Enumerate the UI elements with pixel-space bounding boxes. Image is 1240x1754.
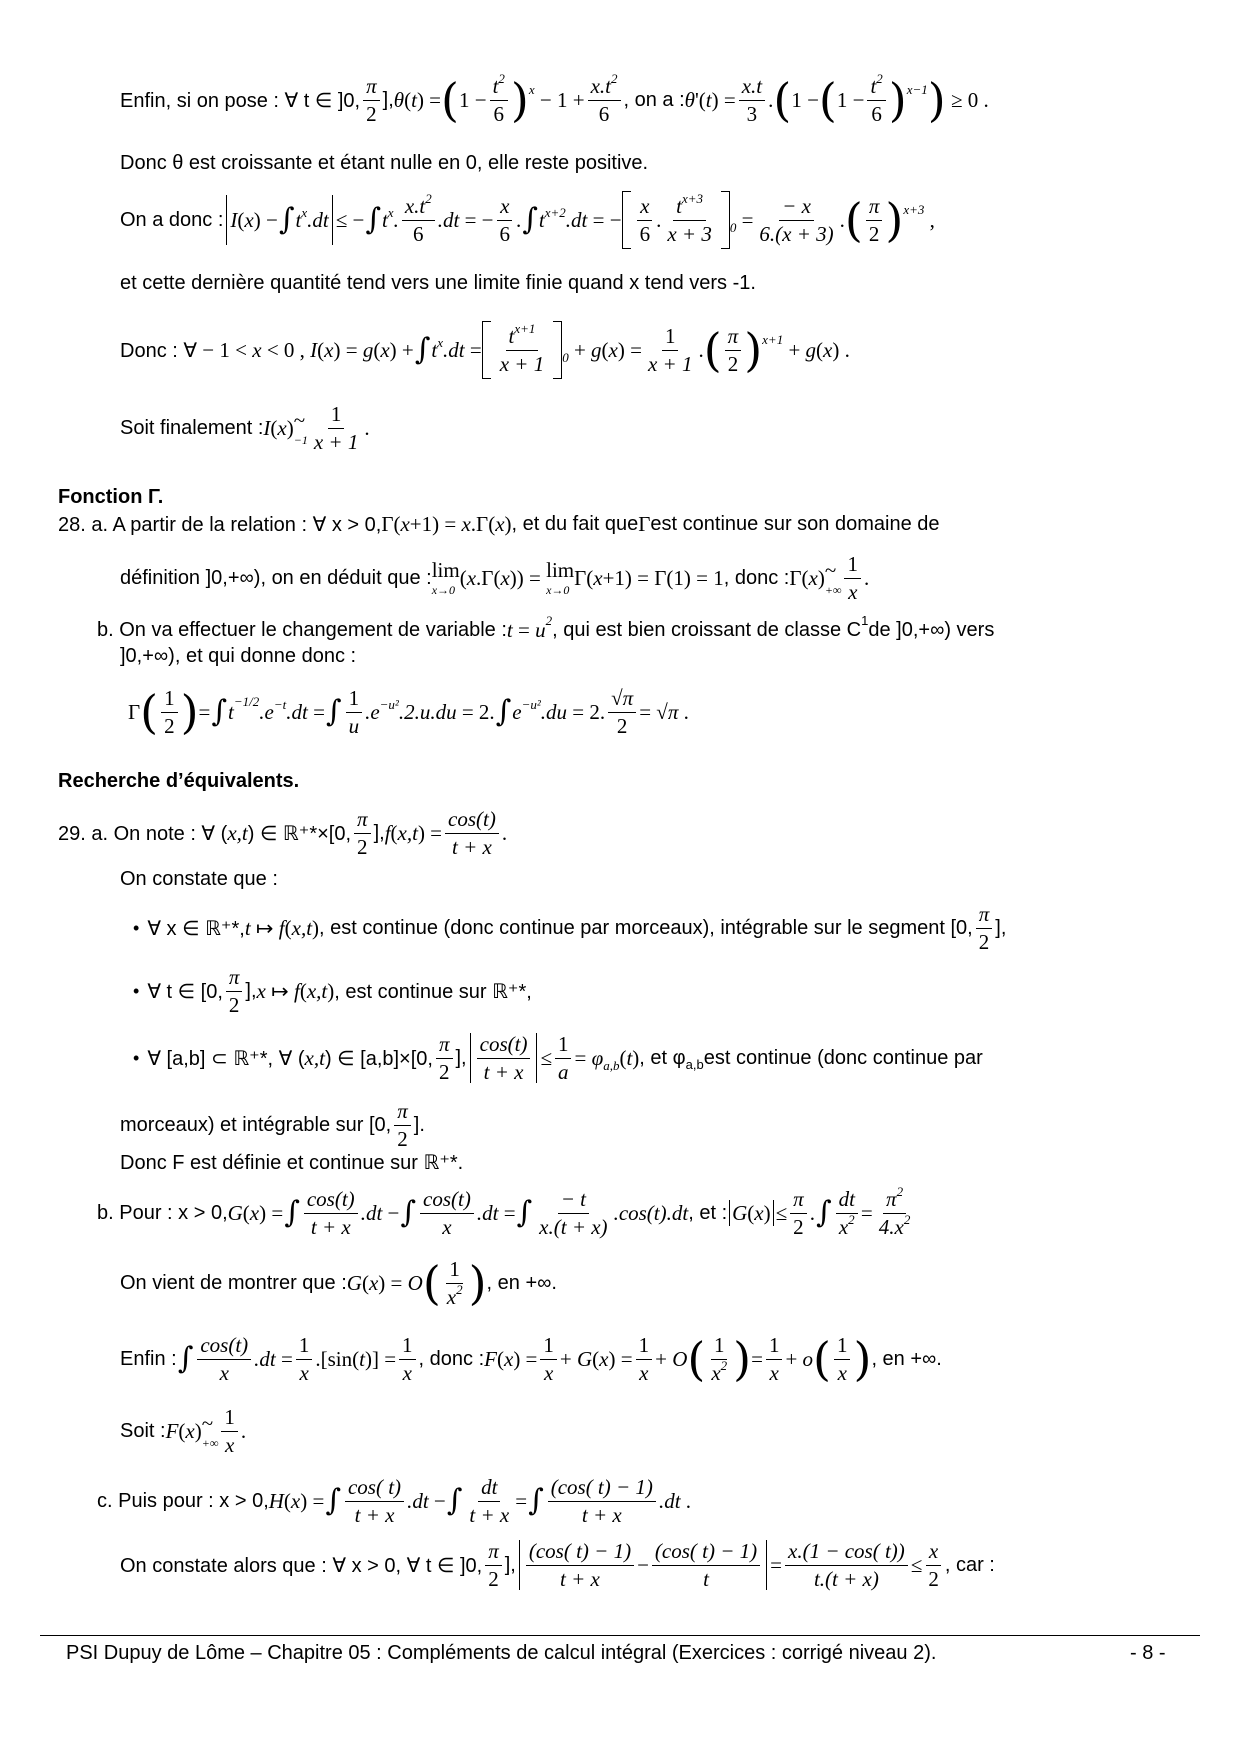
bullet-1: • ∀ x ∈ ℝ⁺*, t ↦ f ( x,t ) , est continue (donc continue par morceaux), intégrable sur le segment [0, $\frac{\pi}{2}$ ],	[133, 902, 1007, 954]
footer-rule	[40, 1635, 1200, 1636]
text: est continue sur son domaine de	[650, 513, 940, 535]
footer-text: PSI Dupuy de Lôme – Chapitre 05 : Compléments de calcul intégral (Exercices : corrigé niveau 2).	[66, 1642, 937, 1664]
text: ∀ t ∈ [0,	[147, 980, 223, 1003]
text: , et φ	[639, 1046, 686, 1069]
text: morceaux) et intégrable sur [0,	[120, 1113, 392, 1136]
text: ],	[245, 979, 257, 1002]
q28b-line1: b. On va effectuer le changement de variable : t = u 2 , qui est bien croissant de classe C 1 de ]0,+∞) vers	[97, 612, 995, 642]
text: b. On va effectuer le changement de variable :	[97, 619, 507, 641]
text: b. Pour : x > 0,	[97, 1201, 228, 1224]
text: , est continue (donc continue par morceaux), intégrable sur le segment [0,	[319, 916, 973, 939]
line-theta-definition: Enfin, si on pose : ∀ t ∈ ]0, $\frac{\pi}{2}$ ], θ ( t ) = ( 1 − $\frac{t^2}{6}$ ) x − 1 + $\frac{x.t^2}{6}$ , on a : θ '( t ) = $\frac{x.t}{3}$ . ( 1 − ( 1 − $\frac{t^2}{6}$ ) x−1 ) ≥ 0 .	[120, 71, 989, 127]
line-F-continue	[120, 1150, 463, 1175]
text: ],	[995, 916, 1007, 939]
text: Soit :	[120, 1419, 166, 1442]
bullet-3: • ∀ [a,b] ⊂ ℝ⁺*, ∀ ( x,t ) ∈ [a,b]×[0, $\frac{\pi}{2}$ ], $\frac{\cos(t)}{t + x}$ ≤ $\frac{1}{a}$ = φ a,b ( t ) , et φ a,b est continue (donc continue par	[133, 1032, 983, 1084]
text: , en +∞.	[486, 1271, 557, 1294]
text: ],	[373, 821, 385, 844]
text: ) ∈ [a,b]×[0,	[324, 1047, 433, 1070]
text: ].	[413, 1113, 425, 1136]
text: , donc :	[418, 1347, 485, 1370]
text: définition ]0,+∞), on en déduit que :	[120, 566, 432, 589]
line-soit: Soit : F ( x ) ~ +∞ $\frac{1}{x}$ .	[120, 1405, 247, 1457]
line-soit-finalement: Soit finalement : I ( x ) ~ −1 $\frac{1}{x + 1}$ .	[120, 402, 370, 454]
text: Recherche d’équivalents.	[58, 770, 300, 792]
text: 29. a. On note : ∀ (	[58, 822, 228, 845]
text: , car :	[944, 1553, 995, 1576]
line-on-a-donc: On a donc : I ( x ) − ∫ $t^x.dt$ ≤ − ∫ $t^x$. $\frac{x.t^2}{6}$ .dt = − $\frac{x}{6}$ . ∫ $t^{x+2}.dt$ = − $\frac{x}{6}$ . $\frac{t^{x+3}}{x + 3}$ 0 = $\frac{- x}{6.(x + 3)}$ . ( $\frac{\pi}{2}$ ) x+3 ,	[120, 191, 935, 247]
line-morceaux: morceaux) et intégrable sur [0, $\frac{\pi}{2}$ ].	[120, 1099, 425, 1151]
text: Donc F est définie et continue sur ℝ⁺*.	[120, 1152, 464, 1174]
q29b-line: b. Pour : x > 0, G ( x ) = ∫ $\frac{\cos(t)}{t + x}$ .dt − ∫ $\frac{\cos(t)}{x}$ .dt = ∫ $\frac{- t}{x.(t + x)}$ .cos(t).dt , et : G ( x ) ≤ $\frac{\pi}{2}$ . ∫ $\frac{dt}{x^2}$ = $\frac{\pi^2}{4.x^2}$	[97, 1184, 911, 1239]
q29c-line: c. Puis pour : x > 0, H ( x ) = ∫ $\frac{\cos( t)}{t + x}$ .dt − ∫ $\frac{dt}{t + x}$ = ∫ $\frac{(\cos( t) - 1)}{t + x}$ .dt .	[97, 1475, 692, 1527]
line-vient-montrer: On vient de montrer que : G ( x ) = O ( $\frac{1}{x^2}$ ) , en +∞.	[120, 1256, 557, 1310]
text: , qui est bien croissant de classe C	[552, 619, 862, 641]
text: ) ∈ ℝ⁺*×[0,	[247, 822, 352, 845]
heading-fonction-gamma	[58, 486, 163, 509]
line-donc-I: Donc : ∀ − 1 < x < 0 , I ( x ) = g ( x ) + ∫ $t^x.dt$ = $\frac{t^{x+1}}{x + 1}$ 0 + g ( x ) = $\frac{1}{x + 1}$ . ( $\frac{\pi}{2}$ ) x+1 + g ( x ) .	[120, 321, 850, 377]
text: , on a :	[623, 88, 685, 111]
text: ],	[455, 1046, 467, 1069]
q28b-line2	[120, 645, 356, 668]
line-theta-croissante	[120, 152, 648, 175]
page-number: - 8 -	[1130, 1642, 1166, 1664]
text: ],	[504, 1553, 516, 1576]
math-theta: θ	[393, 87, 405, 112]
text: Soit finalement :	[120, 416, 264, 439]
q28a-line2: définition ]0,+∞), on en déduit que : lim x→0 ( x .Γ( x )) = lim x→0 Γ( x +1) = Γ(1) = 1 , donc : Γ( x ) ~ +∞ $\frac{1}{x}$ .	[120, 552, 870, 604]
line-limite-finie	[120, 272, 756, 295]
text: est continue (donc continue par	[703, 1046, 983, 1069]
q29a-line2	[120, 868, 278, 891]
text: , donc :	[723, 566, 790, 589]
frac-pi-2: $\frac{\pi}{2}$	[363, 75, 380, 124]
text: , et du fait que	[511, 513, 639, 535]
text: Enfin :	[120, 1347, 177, 1370]
q29a-line1: 29. a. On note : ∀ ( x,t ) ∈ ℝ⁺*×[0, $\frac{\pi}{2}$ ], f ( x,t ) = $\frac{\cos(t)}{t + x}$ .	[58, 807, 508, 859]
text: 28. a. A partir de la relation : ∀ x > 0,	[58, 514, 382, 536]
text: Fonction Γ.	[58, 486, 164, 508]
text: ],	[382, 88, 394, 111]
line-enfin: Enfin : ∫ $\frac{\cos(t)}{x}$ .dt = $\frac{1}{x}$ .[sin( t )] = $\frac{1}{x}$ , donc : F ( x ) = $\frac{1}{x}$ + G ( x ) = $\frac{1}{x}$ + O ( $\frac{1}{x^2}$ ) = $\frac{1}{x}$ + o ( $\frac{1}{x}$ ) , en +∞.	[120, 1332, 942, 1386]
text: ∀ x ∈ ℝ⁺*,	[147, 917, 245, 940]
line-on-constate-alors: On constate alors que : ∀ x > 0, ∀ t ∈ ]0, $\frac{\pi}{2}$ ], $\frac{(\cos( t) - 1)}{t + x}$ − $\frac{(\cos( t) - 1)}{t}$ = $\frac{x.(1 - \cos( t))}{t.(t + x)}$ ≤ $\frac{x}{2}$ , car :	[120, 1539, 995, 1591]
text: Enfin, si on pose : ∀ t ∈ ]0,	[120, 89, 361, 112]
bullet-2: • ∀ t ∈ [0, $\frac{\pi}{2}$ ], x ↦ f ( x,t ) , est continue sur ℝ⁺*,	[133, 965, 532, 1017]
text: de ]0,+∞) vers	[868, 619, 995, 641]
q28b-gamma-half-formula: Γ ( $\frac{1}{2}$ ) = ∫ t −1/2 $.e^{-t}.dt$ = ∫ $\frac{1}{u}$ $.e^{-u^2}.2.u.du$ = 2. ∫ $e^{-u^2}.du$ = 2. $\frac{√\pi}{2}$ = √ π .	[128, 685, 689, 739]
text: , et :	[688, 1201, 728, 1224]
text: On a donc :	[120, 208, 224, 231]
text: Donc : ∀	[120, 339, 198, 362]
text: , en +∞.	[871, 1347, 942, 1370]
text: On constate que :	[120, 868, 278, 890]
text: ∀ [a,b] ⊂ ℝ⁺*, ∀ (	[147, 1047, 305, 1070]
text: c. Puis pour : x > 0,	[97, 1489, 269, 1512]
text: Donc θ est croissante et étant nulle en 0, elle reste positive.	[120, 152, 649, 174]
text: ]0,+∞), et qui donne donc :	[120, 645, 357, 667]
text: On vient de montrer que :	[120, 1271, 347, 1294]
text: et cette dernière quantité tend vers une limite finie quand x tend vers -1.	[120, 272, 756, 294]
heading-recherche-equivalents	[58, 770, 299, 793]
text: , est continue sur ℝ⁺*,	[334, 980, 532, 1003]
q28a-line1: 28. a. A partir de la relation : ∀ x > 0, Γ( x +1) = x .Γ( x ) , et du fait que Γ est continue sur son domaine de	[58, 512, 940, 536]
text: On constate alors que : ∀ x > 0, ∀ t ∈ ]0,	[120, 1554, 483, 1577]
